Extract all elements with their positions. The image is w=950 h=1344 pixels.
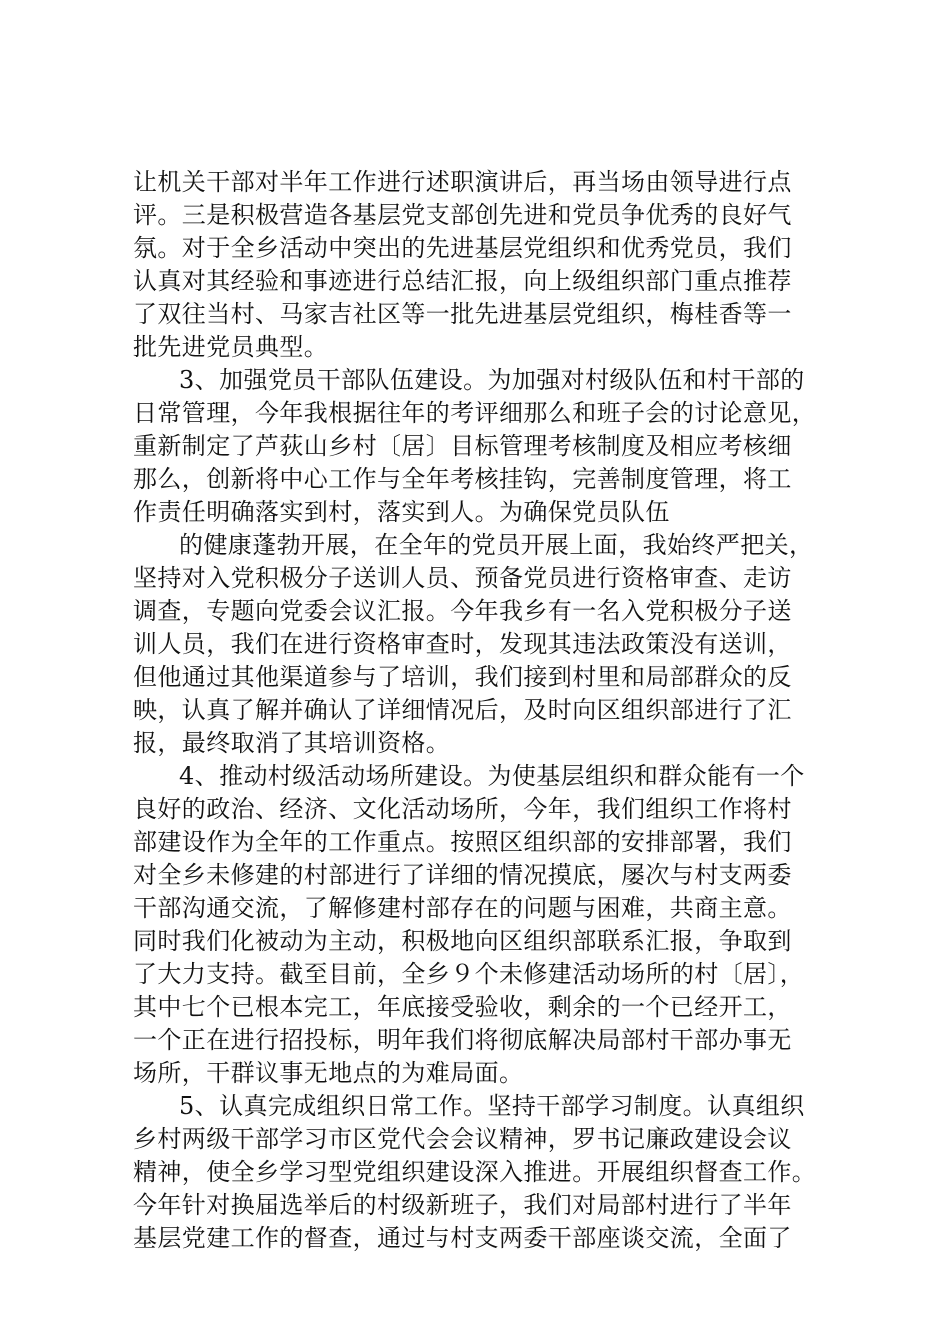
text-line: 场所，干群议事无地点的为难局面。: [133, 1059, 524, 1087]
text-line: 今年针对换届选举后的村级新班子，我们对局部村进行了半年: [133, 1191, 792, 1219]
text-line: 部建设作为全年的工作重点。按照区组织部的安排部署，我们: [133, 828, 792, 856]
text-line: 评。三是积极营造各基层党支部创先进和党员争优秀的良好气: [133, 201, 792, 229]
text-line: 其中七个已根本完工，年底接受验收，剩余的一个已经开工，: [133, 993, 792, 1021]
text-line: 精神，使全乡学习型党组织建设深入推进。开展组织督查工作。: [133, 1158, 817, 1186]
text-line: 一个正在进行招投标，明年我们将彻底解决局部村干部办事无: [133, 1026, 792, 1054]
text-line: 映，认真了解并确认了详细情况后，及时向区组织部进行了汇: [133, 696, 792, 724]
text-line: 让机关干部对半年工作进行述职演讲后，再当场由领导进行点: [133, 168, 792, 196]
text-line: 认真对其经验和事迹进行总结汇报，向上级组织部门重点推荐: [133, 267, 792, 295]
text-line: 基层党建工作的督查，通过与村支两委干部座谈交流，全面了: [133, 1224, 792, 1252]
paragraph-start-line: 的健康蓬勃开展，在全年的党员开展上面，我始终严把关，: [179, 531, 814, 559]
text-line: 重新制定了芦荻山乡村〔居〕目标管理考核制度及相应考核细: [133, 432, 792, 460]
text-line: 调查，专题向党委会议汇报。今年我乡有一名入党积极分子送: [133, 597, 792, 625]
text-line: 报，最终取消了其培训资格。: [133, 729, 451, 757]
text-line: 了双往当村、马家吉社区等一批先进基层党组织，梅桂香等一: [133, 300, 792, 328]
body-text: [133, 166, 833, 1255]
text-line: 氛。对于全乡活动中突出的先进基层党组织和优秀党员，我们: [133, 234, 792, 262]
text-line: 乡村两级干部学习市区党代会会议精神，罗书记廉政建设会议: [133, 1125, 792, 1153]
text-line: 批先进党员典型。: [133, 333, 329, 361]
text-line: 但他通过其他渠道参与了培训，我们接到村里和局部群众的反: [133, 663, 792, 691]
text-line: 那么，创新将中心工作与全年考核挂钩，完善制度管理，将工: [133, 465, 792, 493]
text-line: 训人员，我们在进行资格审查时，发现其违法政策没有送训，: [133, 630, 792, 658]
paragraph-start-line: 4、推动村级活动场所建设。为使基层组织和群众能有一个: [179, 762, 805, 790]
text-line: 对全乡未修建的村部进行了详细的情况摸底，屡次与村支两委: [133, 861, 792, 889]
text-line: 了大力支持。截至目前，全乡９个未修建活动场所的村〔居〕，: [133, 960, 805, 988]
text-line: 同时我们化被动为主动，积极地向区组织部联系汇报，争取到: [133, 927, 792, 955]
text-line: 日常管理，今年我根据往年的考评细那么和班子会的讨论意见，: [133, 399, 817, 427]
text-line: 良好的政治、经济、文化活动场所，今年，我们组织工作将村: [133, 795, 792, 823]
paragraph-start-line: 5、认真完成组织日常工作。坚持干部学习制度。认真组织: [179, 1092, 805, 1120]
text-line: 作责任明确落实到村，落实到人。为确保党员队伍: [133, 498, 670, 526]
text-line: 干部沟通交流，了解修建村部存在的问题与困难，共商主意。: [133, 894, 792, 922]
paragraph-start-line: 3、加强党员干部队伍建设。为加强对村级队伍和村干部的: [179, 366, 805, 394]
text-line: 坚持对入党积极分子送训人员、预备党员进行资格审查、走访: [133, 564, 792, 592]
